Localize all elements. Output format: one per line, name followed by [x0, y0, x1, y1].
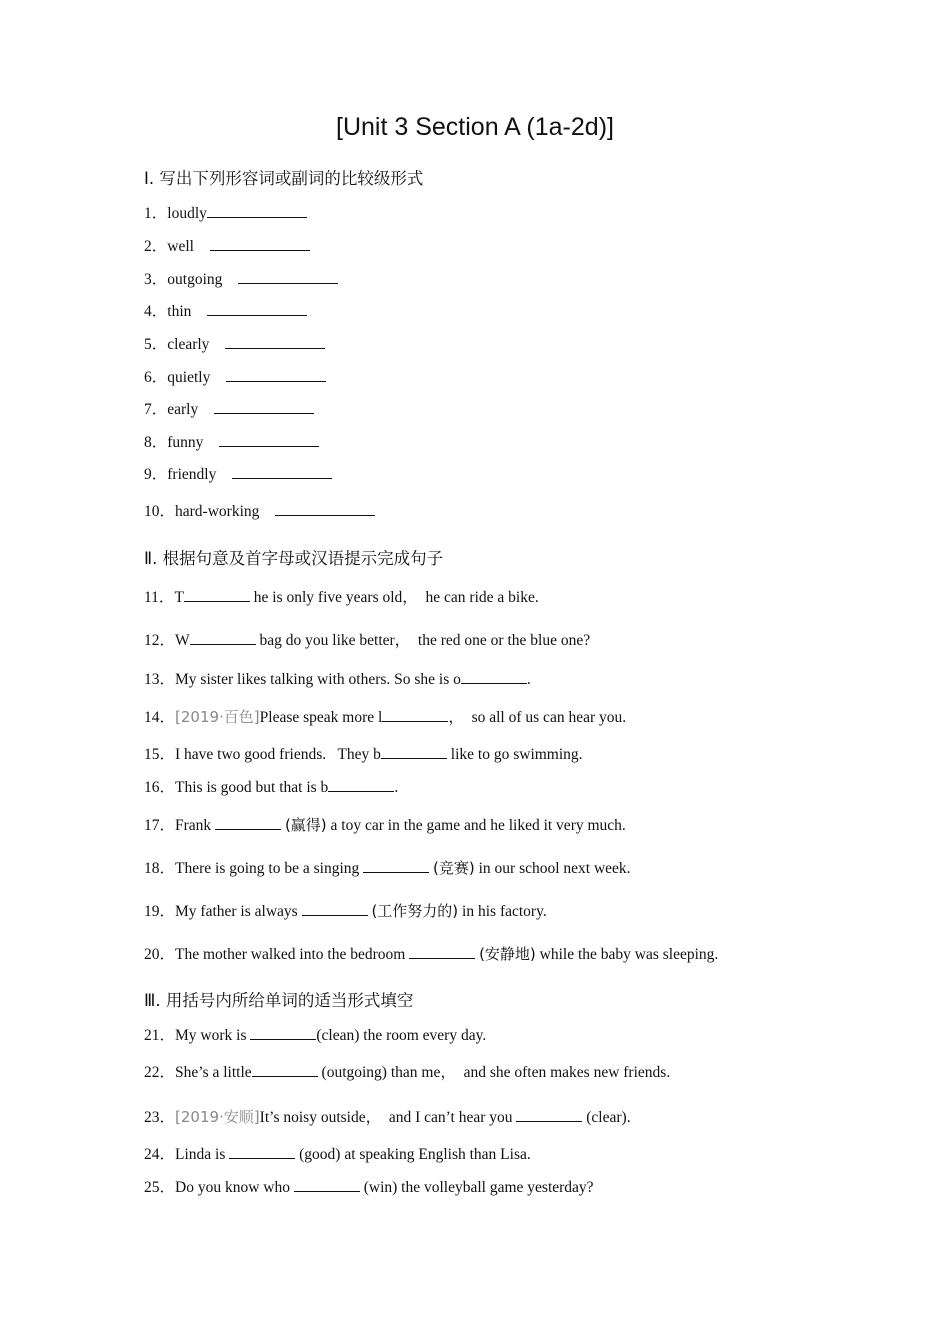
answer-blank[interactable] — [363, 859, 429, 873]
chinese-hint: (工作努力的) — [371, 902, 459, 920]
answer-blank[interactable] — [238, 270, 338, 284]
answer-blank[interactable] — [229, 1145, 295, 1159]
answer-blank[interactable] — [215, 816, 281, 830]
chinese-hint: (竞赛) — [433, 859, 475, 877]
answer-blank[interactable] — [225, 335, 325, 349]
item-8: 8．funny — [144, 433, 319, 453]
item-3: 3．outgoing — [144, 270, 338, 290]
answer-blank[interactable] — [207, 302, 307, 316]
answer-blank[interactable] — [207, 204, 307, 218]
question-18: 18．There is going to be a singing (竞赛) in our school next week. — [144, 859, 631, 877]
answer-blank[interactable] — [219, 433, 319, 447]
item-9: 9．friendly — [144, 465, 332, 485]
item-5: 5．clearly — [144, 335, 325, 355]
question-14: 14．[2019·百色]Please speak more l ， so all of us can hear you. — [144, 708, 627, 726]
question-16: 16．This is good but that is b . — [144, 779, 399, 796]
answer-blank[interactable] — [294, 1178, 360, 1192]
answer-blank[interactable] — [382, 708, 448, 722]
item-4: 4．thin — [144, 302, 307, 322]
answer-blank[interactable] — [409, 945, 475, 959]
page-title: [Unit 3 Section A (1a-2d)] — [336, 113, 614, 141]
answer-blank[interactable] — [516, 1108, 582, 1122]
answer-blank[interactable] — [190, 631, 256, 645]
question-13: 13．My sister likes talking with others. So she is o . — [144, 671, 531, 688]
item-2: 2．well — [144, 237, 310, 257]
answer-blank[interactable] — [461, 670, 527, 684]
section-1-heading: Ⅰ. 写出下列形容词或副词的比较级形式 — [144, 169, 424, 188]
section-2-heading: Ⅱ. 根据句意及首字母或汉语提示完成句子 — [144, 549, 444, 568]
question-23: 23．[2019·安顺]It’s noisy outside， and I can’t hear you (clear). — [144, 1108, 631, 1126]
answer-blank[interactable] — [184, 588, 250, 602]
answer-blank[interactable] — [328, 778, 394, 792]
source-tag: [2019·安顺] — [175, 1108, 260, 1126]
item-10: 10．hard-working — [144, 502, 375, 522]
answer-blank[interactable] — [214, 400, 314, 414]
answer-blank[interactable] — [275, 502, 375, 516]
question-20: 20．The mother walked into the bedroom (安静地) while the baby was sleeping. — [144, 945, 719, 963]
question-22: 22．She’s a little (outgoing) than me， and she often makes new friends. — [144, 1064, 671, 1081]
question-21: 21．My work is (clean) the room every day. — [144, 1027, 487, 1044]
question-25: 25．Do you know who (win) the volleyball game yesterday? — [144, 1179, 594, 1196]
section-3-heading: Ⅲ. 用括号内所给单词的适当形式填空 — [144, 991, 414, 1010]
question-15: 15．I have two good friends. They b like to go swimming. — [144, 746, 583, 763]
answer-blank[interactable] — [302, 902, 368, 916]
question-19: 19．My father is always (工作努力的) in his factory. — [144, 902, 547, 920]
answer-blank[interactable] — [232, 465, 332, 479]
answer-blank[interactable] — [250, 1026, 316, 1040]
question-12: 12．W bag do you like better， the red one or the blue one? — [144, 632, 591, 649]
item-6: 6．quietly — [144, 368, 326, 388]
answer-blank[interactable] — [226, 368, 326, 382]
answer-blank[interactable] — [210, 237, 310, 251]
source-tag: [2019·百色] — [175, 708, 260, 726]
item-7: 7．early — [144, 400, 314, 420]
question-17: 17．Frank (赢得) a toy car in the game and he liked it very much. — [144, 816, 626, 834]
answer-blank[interactable] — [381, 745, 447, 759]
answer-blank[interactable] — [252, 1063, 318, 1077]
question-24: 24．Linda is (good) at speaking English than Lisa. — [144, 1146, 531, 1163]
chinese-hint: (赢得) — [284, 816, 327, 834]
item-1: 1．loudly — [144, 204, 307, 224]
question-11: 11．T he is only five years old， he can ride a bike. — [144, 589, 539, 606]
chinese-hint: (安静地) — [479, 945, 536, 963]
